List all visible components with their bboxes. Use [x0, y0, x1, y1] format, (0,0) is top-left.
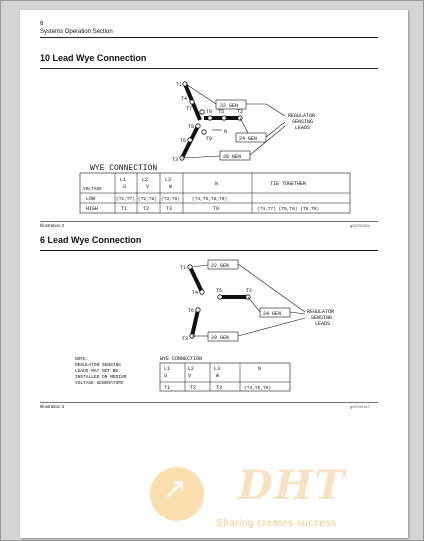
svg-text:T5: T5: [216, 288, 223, 294]
label-t3: T3: [172, 157, 179, 163]
svg-text:N: N: [258, 366, 262, 372]
svg-text:L1: L1: [164, 366, 171, 372]
svg-text:W: W: [169, 184, 173, 190]
svg-text:T3: T3: [182, 336, 189, 342]
svg-text:T1: T1: [121, 206, 128, 212]
svg-text:T2: T2: [143, 206, 150, 212]
watermark-brand: DHT: [238, 462, 347, 509]
header-rule: [40, 37, 378, 38]
section1-rule: [40, 68, 378, 69]
gen22-label-2: 22 GEN: [211, 263, 230, 269]
svg-text:T0: T0: [213, 206, 220, 212]
svg-text:HIGH: HIGH: [86, 206, 99, 212]
svg-text:TIE TOGETHER: TIE TOGETHER: [270, 181, 307, 187]
svg-text:U: U: [123, 184, 127, 190]
label-t4: T4: [181, 96, 188, 102]
section2-title: 6 Lead Wye Connection: [40, 235, 142, 245]
gen24-label-2: 24 GEN: [263, 311, 282, 317]
svg-text:T6: T6: [188, 308, 195, 314]
svg-text:V: V: [188, 373, 192, 379]
svg-text:VOLTAGE GENERATORS: VOLTAGE GENERATORS: [75, 381, 124, 386]
note-line1: NOTE:: [75, 357, 89, 362]
section1-title: 10 Lead Wye Connection: [40, 53, 147, 63]
caption2-rule: [40, 402, 378, 403]
regulator-line1: REGULATOR: [288, 113, 316, 119]
document-page: [20, 10, 408, 538]
table1-title: WYE CONNECTION: [90, 164, 158, 173]
regulator-line2: SENSING: [292, 119, 314, 125]
label-t6: T6: [180, 138, 187, 144]
svg-text:T2: T2: [190, 385, 197, 391]
svg-text:INSTALLED ON MEDIUM: INSTALLED ON MEDIUM: [75, 375, 127, 380]
section2-rule: [40, 250, 378, 251]
svg-text:T2: T2: [246, 288, 253, 294]
svg-text:L3: L3: [214, 366, 221, 372]
gen20-label: 20 GEN: [223, 154, 242, 160]
dht-watermark: [150, 462, 378, 529]
watermark-arrow-icon: ↗: [162, 473, 188, 506]
svg-text:(T1,T7): (T1,T7): [116, 197, 135, 202]
svg-text:SENSING: SENSING: [311, 315, 333, 321]
table1-voltage: VOLTAGE: [83, 187, 102, 192]
diagram-6-lead: [20, 252, 408, 392]
table2-title: WYE CONNECTION: [160, 356, 203, 362]
svg-text:T1: T1: [180, 265, 187, 271]
svg-text:T3: T3: [166, 206, 173, 212]
svg-text:T1: T1: [164, 385, 171, 391]
regulator-line3: LEADS: [295, 125, 311, 131]
label-t2: T2: [237, 109, 244, 115]
svg-text:REGULATOR SENSING: REGULATOR SENSING: [75, 363, 121, 368]
svg-text:LOW: LOW: [86, 196, 96, 202]
gen22-label: 22 GEN: [220, 103, 239, 109]
svg-text:W: W: [216, 373, 220, 379]
label-t5: T5: [218, 109, 225, 115]
caption1-rule: [40, 221, 378, 222]
illustration3-caption: Illustration 3: [40, 404, 65, 409]
label-n: N: [224, 129, 228, 135]
svg-text:(T4,T7) (T5,T8) (T6,T9): (T4,T7) (T5,T8) (T6,T9): [257, 207, 320, 212]
illustration2-ref: g00700304: [350, 223, 371, 228]
svg-text:N: N: [215, 181, 219, 187]
svg-text:L1: L1: [120, 177, 127, 183]
gen20-label-2: 20 GEN: [211, 335, 230, 341]
page-number: 6: [40, 21, 44, 27]
svg-text:REGULATOR: REGULATOR: [307, 309, 335, 315]
illustration3-ref: g00700317: [350, 404, 371, 409]
label-t7: T7: [186, 106, 193, 112]
svg-text:L3: L3: [165, 177, 172, 183]
label-t1: T1: [176, 82, 183, 88]
svg-text:T3: T3: [216, 385, 223, 391]
svg-text:(T4,T5,T6): (T4,T5,T6): [244, 386, 272, 391]
svg-text:(T4,T5,T6,T0): (T4,T5,T6,T0): [192, 197, 228, 202]
svg-text:L2: L2: [188, 366, 195, 372]
diagram-10-lead: [20, 70, 408, 220]
svg-text:(T3,T9): (T3,T9): [161, 197, 180, 202]
gen24-label: 24 GEN: [239, 136, 258, 142]
svg-text:LEADS MAY NOT BE: LEADS MAY NOT BE: [75, 369, 119, 374]
svg-text:V: V: [146, 184, 150, 190]
label-t0: T0: [206, 136, 213, 142]
svg-text:U: U: [164, 373, 168, 379]
label-t9: T9: [188, 124, 195, 130]
section-name: Systems Operation Section: [40, 29, 113, 35]
svg-text:LEADS: LEADS: [315, 321, 331, 327]
label-t8: T8: [206, 109, 213, 115]
watermark-slogan: Sharing creates success: [216, 518, 337, 529]
svg-text:L2: L2: [142, 177, 149, 183]
svg-text:(T2,T8): (T2,T8): [138, 197, 157, 202]
svg-text:T4: T4: [192, 290, 199, 296]
illustration2-caption: Illustration 2: [40, 223, 65, 228]
